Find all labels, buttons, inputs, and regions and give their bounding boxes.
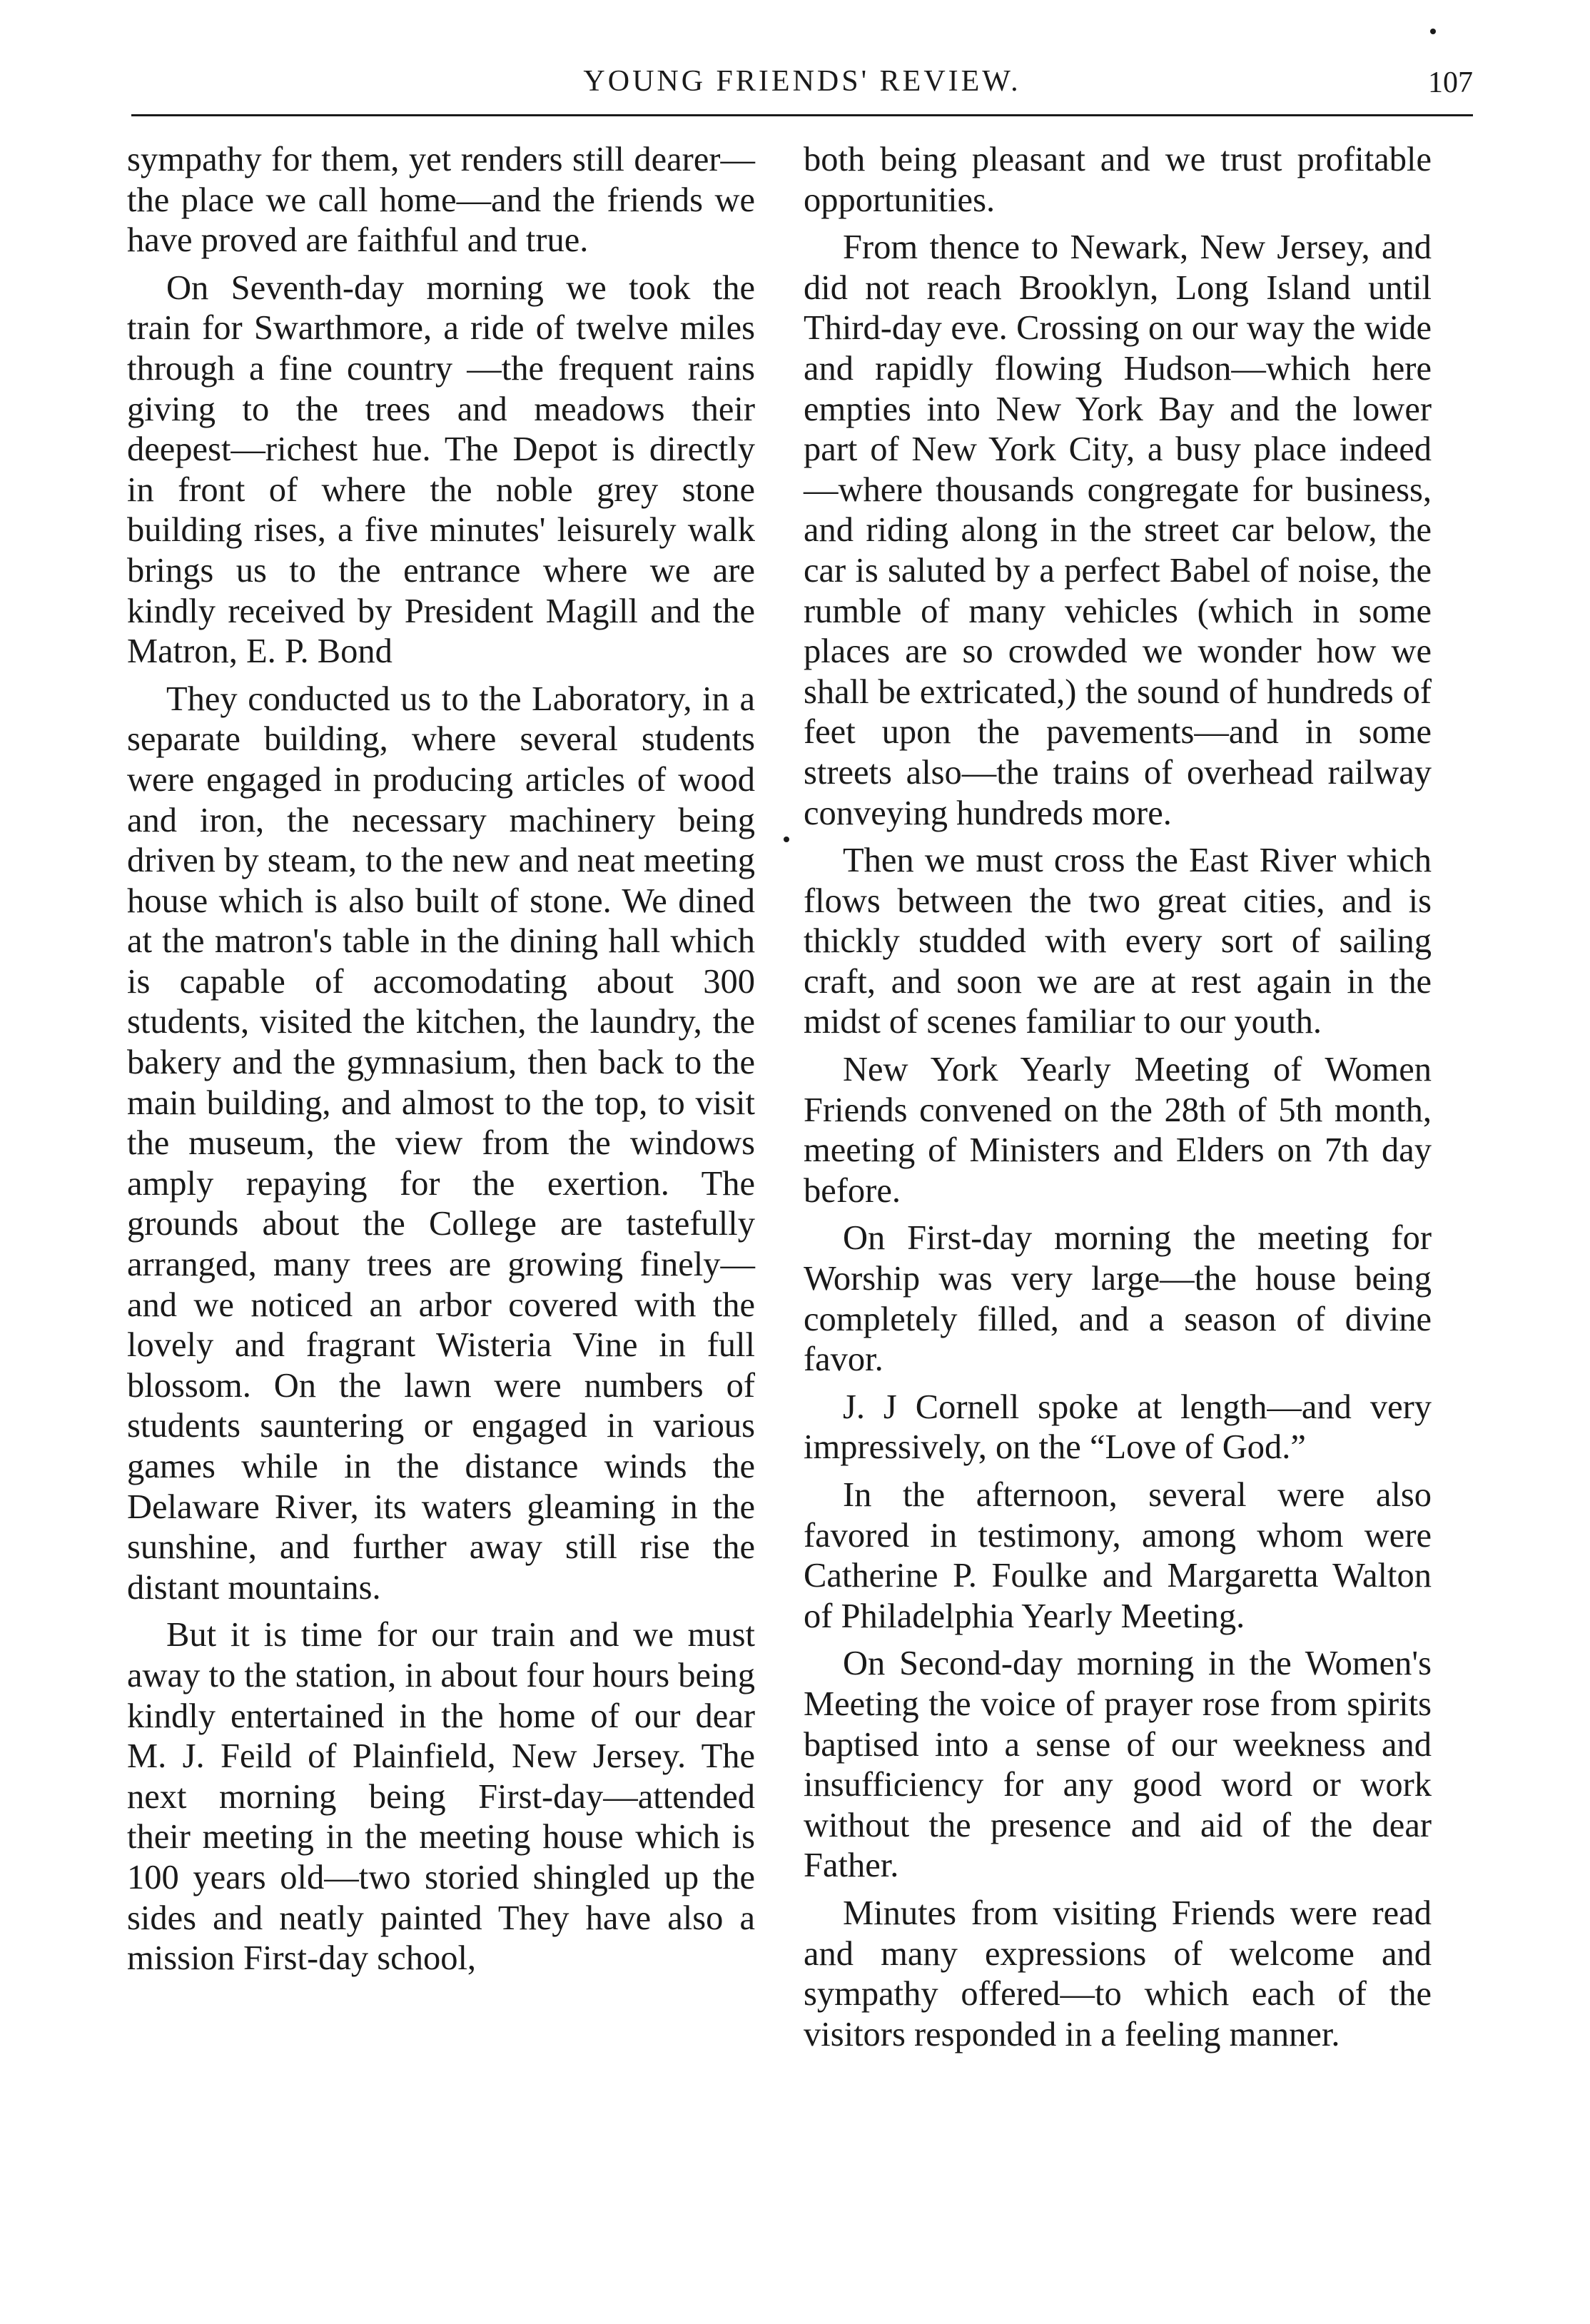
paragraph: From thence to Newark, New Jersey, and did not reach Brooklyn, Long Island until Third-day eve. Crossing on our way the wide and rapidly flowing Hudson—which here empties into New York Bay and the lower part of New York City, a busy place indeed—where thousands congregate for business, and riding along in the street car below, the car is saluted by a perfect Babel of noise, the rumble of many vehicles (which in some places are so crowded we wonder how we shall be extricated,) the sound of hundreds of feet upon the pavements—and in some streets also—the trains of overhead railway conveying hundreds more. — [804, 228, 1432, 832]
paragraph: But it is time for our train and we must away to the station, in about four hours being kindly entertained in the home of our dear M. J. Feild of Plainfield, New Jersey. The next morning being First-day—attended their meeting in the meeting house which is 100 years old—two storied shingled up the sides and neatly painted They have also a mission First-day school, — [127, 1616, 755, 1978]
paragraph: Then we must cross the East River which flows between the two great cities, and is thickly studded with every sort of sailing craft, and soon we are at rest again in the midst of scenes familiar to our youth. — [804, 842, 1432, 1041]
paragraph: New York Yearly Meeting of Women Friends convened on the 28th of 5th month, meeting of Ministers and Elders on 7th day before. — [804, 1051, 1432, 1210]
paragraph: On First-day morning the meeting for Worship was very large—the house being completely filled, and a season of divine favor. — [804, 1219, 1432, 1379]
paragraph: sympathy for them, yet renders still dearer—the place we call home—and the friends we have proved are faithful and true. — [127, 141, 755, 260]
header-rule — [131, 114, 1473, 116]
print-speck — [784, 837, 789, 842]
paragraph: They conducted us to the Laboratory, in a separate building, where several students were engaged in producing articles of wood and iron, the necessary machinery being driven by steam, to the new and neat meeting house which is also built of stone. We dined at the matron's table in the dining hall which is capable of accomodating about 300 students, visited the kitchen, the laundry, the bakery and the gymnasium, then back to the main building, and almost to the top, to visit the museum, the view from the windows amply repaying for the exertion. The grounds about the College are tastefully arranged, many trees are growing finely—and we noticed an arbor covered with the lovely and fragrant Wisteria Vine in full blossom. On the lawn were numbers of students sauntering or engaged in various games while in the distance winds the Delaware River, its waters gleaming in the sunshine, and further away still rise the distant mountains. — [127, 679, 755, 1607]
paragraph: On Seventh-day morning we took the train for Swarthmore, a ride of twelve miles through a fine country —the frequent rains giving to the trees and meadows their deepest—richest hue. The Depot is directly in front of where the noble grey stone building rises, a five minutes' leisurely walk brings us to the entrance where we are kindly received by President Magill and the Matron, E. P. Bond — [127, 268, 755, 671]
paragraph: both being pleasant and we trust profitable opportunities. — [804, 141, 1432, 219]
left-column — [127, 140, 755, 1979]
print-speck — [1430, 29, 1436, 34]
page-header — [131, 64, 1473, 114]
paragraph: In the afternoon, several were also favored in testimony, among whom were Catherine P. Foulke and Margaretta Walton of Philadelphia Yearly Meeting. — [804, 1476, 1432, 1635]
page-number: 107 — [1428, 66, 1473, 99]
paragraph: On Second-day morning in the Women's Meeting the voice of prayer rose from spirits baptised into a sense of our weekness and insufficiency for any good word or work without the presence and aid of the dear Father. — [804, 1645, 1432, 1885]
paragraph: Minutes from visiting Friends were read and many expressions of welcome and sympathy offered—to which each of the visitors responded in a feeling manner. — [804, 1894, 1432, 2053]
running-title: YOUNG FRIENDS' REVIEW. — [583, 65, 1021, 98]
right-column — [804, 140, 1432, 2055]
paragraph: J. J Cornell spoke at length—and very impressively, on the “Love of God.” — [804, 1388, 1432, 1467]
